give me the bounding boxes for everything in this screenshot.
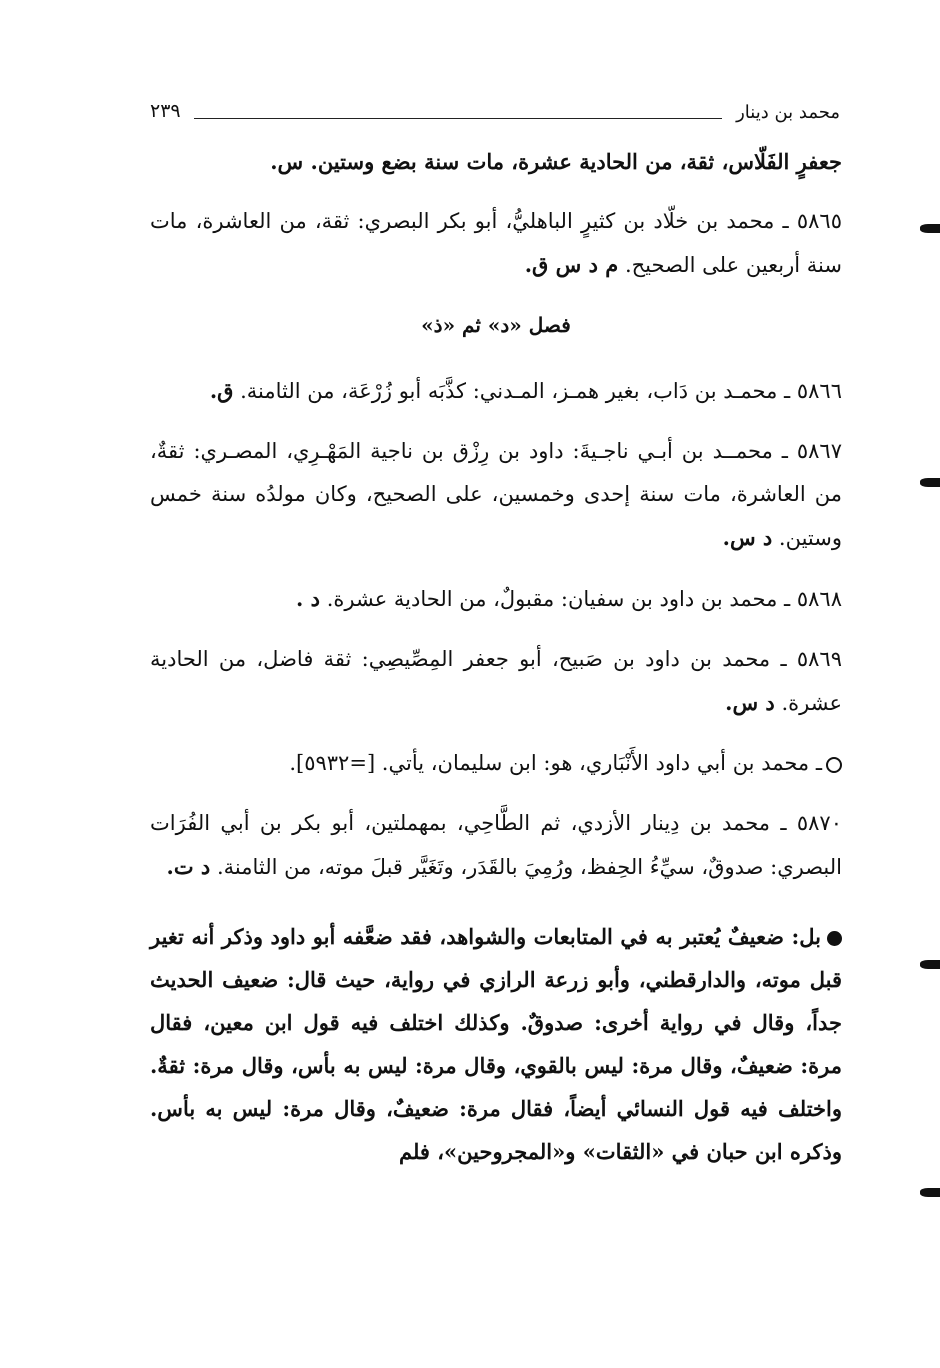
entry-continuation: جعفرٍ الفَلّاس، ثقة، من الحادية عشرة، مات سنة بضع وستين. س. [270, 149, 842, 174]
entry-5870: ٥٨٧٠ ـ محمد بن دِينار الأزدي، ثم الطَّاحِي، بمهملتين، أبو بكر بن أبي الفُرَات البصري: صدوقٌ، سيِّءُ الحِفظ، ورُمِيَ بالقَدَر، وتَغَيَّر قبلَ موته، من الثامنة. د ت. [150, 811, 842, 879]
section-heading: فصل «د» ثم «ذ» [421, 313, 571, 337]
entry-symbols: م د س ق. [524, 252, 619, 277]
margin-mark [920, 224, 940, 233]
entry-symbols: د . [296, 586, 321, 611]
margin-mark [920, 1188, 940, 1197]
ring-marker-icon [826, 757, 842, 773]
bullet-icon [827, 931, 842, 946]
editor-comment: بل: ضعيفٌ يُعتبر به في المتابعات والشواهد، فقد ضعَّفه أبو داود وذكر أنه تغير قبل موته، والدارقطني، وأبو زرعة الرازي في رواية، حيث قال: ضعيف الحديث جداً، وقال في رواية أخرى: صدوقٌ. وكذلك اختلف فيه قول ابن معين، فقال مرة: ضعيفٌ، وقال مرة: ليس بالقوي، وقال مرة: ليس به بأس، وقال مرة: ثقةٌ. واختلف فيه قول النسائي أيضاً، فقال مرة: ضعيفٌ، وقال مرة: ليس به بأس. وذكره ابن حبان في «الثقات» و«المجروحين»، فلم [150, 924, 842, 1164]
entry-5867: ٥٨٦٧ ـ محمــد بن أبـي ناجـيةَ: داود بن رِزْق بن ناجية المَهْـرِي، المصـري: ثقةٌ، من العاشرة، مات سنة إحدى وخمسين، على الصحيح، وكان مولدُه سنة خمس وستين. د س. [150, 439, 842, 550]
entry-symbols: د ت. [166, 854, 211, 879]
margin-mark [920, 478, 940, 487]
running-title: محمد بن دينار [736, 102, 840, 123]
page-header [150, 100, 840, 130]
entry-5865: ٥٨٦٥ ـ محمد بن خلّاد بن كثيرٍ الباهليُّ، أبو بكر البصري: ثقة، من العاشرة، مات سنة أربعين على الصحيح. م د س ق. [150, 209, 842, 277]
entry-5866: ٥٨٦٦ ـ محمـد بن دَاب، بغير همـز، المـدني: كذَّبَه أبو زُرْعَة، من الثامنة. ق. [209, 378, 842, 403]
cross-reference-entry: ـ محمد بن أبي داود الأَنْبَاري، هو: ابن سليمان، يأتي. [=٥٩٣٢]. [150, 742, 842, 785]
page-number: ٢٣٩ [150, 100, 181, 122]
entry-5868: ٥٨٦٨ ـ محمد بن داود بن سفيان: مقبولٌ، من الحادية عشرة. د . [296, 586, 842, 611]
main-text [150, 140, 842, 1194]
entry-symbols: د س. [725, 690, 775, 715]
margin-mark [920, 960, 940, 969]
entry-symbols: ق. [209, 378, 234, 403]
header-rule [194, 118, 722, 119]
entry-5869: ٥٨٦٩ ـ محمد بن داود بن صَبيح، أبو جعفر المِصِّيصِي: ثقة فاضل، من الحادية عشرة. د س. [150, 647, 842, 715]
entry-symbols: د س. [722, 525, 773, 550]
entry-symbols: س. [270, 149, 304, 174]
